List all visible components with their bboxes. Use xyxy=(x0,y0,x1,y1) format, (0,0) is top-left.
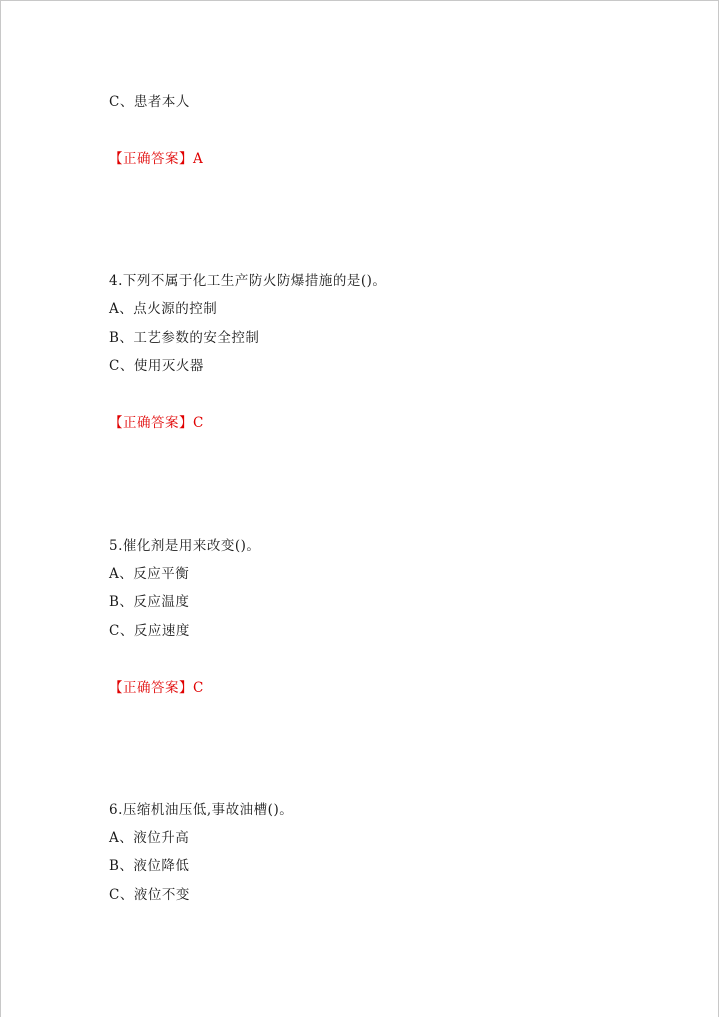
q5-option-c: C、反应速度 xyxy=(109,623,190,639)
q6-option-b: B、液位降低 xyxy=(109,858,190,874)
q5-option-a: A、反应平衡 xyxy=(109,566,190,582)
q4-answer: 【正确答案】C xyxy=(109,415,204,431)
q4-option-c: C、使用灭火器 xyxy=(109,358,204,374)
q3-answer: 【正确答案】A xyxy=(109,151,204,167)
q4-option-b: B、工艺参数的安全控制 xyxy=(109,330,260,346)
q6-option-c: C、液位不变 xyxy=(109,887,190,903)
q6-question: 6.压缩机油压低,事故油槽()。 xyxy=(109,802,294,818)
q4-option-a: A、点火源的控制 xyxy=(109,301,218,317)
q5-option-b: B、反应温度 xyxy=(109,594,190,610)
q4-question: 4.下列不属于化工生产防火防爆措施的是()。 xyxy=(109,273,387,289)
q5-answer: 【正确答案】C xyxy=(109,680,204,696)
q5-question: 5.催化剂是用来改变()。 xyxy=(109,538,261,554)
q6-option-a: A、液位升高 xyxy=(109,830,190,846)
q3-option-c: C、患者本人 xyxy=(109,94,190,110)
